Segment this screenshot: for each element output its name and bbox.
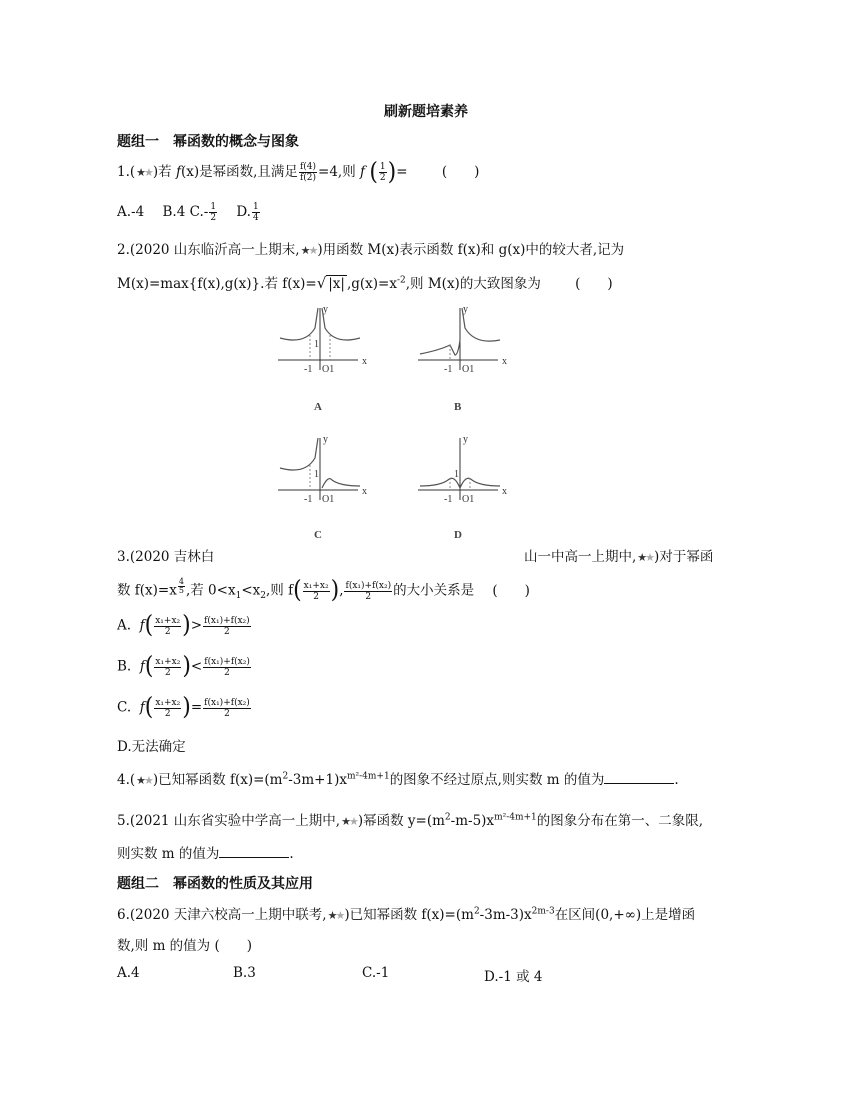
q3-option-b-f: f <box>139 658 145 675</box>
svg-text:1: 1 <box>314 339 319 350</box>
question-6 <box>117 903 695 923</box>
q3-option-a-mean: $\frac{\text{f(x₁)+f(x₂)}}{2}$ <box>204 615 250 637</box>
q2-text: ,则 M(x)的大致图象为 <box>405 276 541 292</box>
figure-label-b: B <box>454 401 462 413</box>
q3-option-a-avg: $\frac{\text{x₁+x₂}}{2}$ <box>155 615 181 637</box>
q6-stem-d: 在区间(0,+∞)上是增函 <box>554 907 696 923</box>
q3-option-a: A. f( $\frac{\text{x₁+x₂}}{2}$ )> $\frac{\text{f(x₁)+f(x₂)}}{2}$ <box>117 611 250 640</box>
q5-end: . <box>289 846 294 862</box>
q4-ask: 的图象不经过原点,则实数 m 的值为 <box>389 772 605 788</box>
q3-exponent: 4 5 <box>178 577 184 595</box>
q6-stem-c: -3m-3)x <box>479 907 532 923</box>
q3-line-1b <box>524 545 713 565</box>
figure-label-a: A <box>314 401 322 413</box>
q3-option-c-avg: $\frac{\text{x₁+x₂}}{2}$ <box>155 697 181 719</box>
svg-text:x: x <box>502 356 507 367</box>
q3-option-c-f: f <box>139 699 145 716</box>
figure-d <box>418 434 507 505</box>
q5-answer-blank[interactable] <box>219 845 289 858</box>
q1-text: )若 <box>152 164 172 180</box>
svg-text:-1: -1 <box>304 494 313 505</box>
q4-sq: 2 <box>282 771 289 782</box>
q5-stem-d: 的图象分布在第一、二象限, <box>536 813 704 829</box>
q1-stem-c: =4,则 <box>318 164 356 180</box>
q1-option-c-frac: $\frac{1}{2}$ <box>210 202 217 223</box>
q6-sq: 2 <box>473 906 480 917</box>
svg-text:y: y <box>323 434 328 445</box>
svg-text:-1: -1 <box>444 364 453 375</box>
q6-option-a: A.4 <box>117 965 140 981</box>
q1-arg: $\frac{1}{2}$ <box>379 162 386 183</box>
q1-number: 1.( <box>117 164 136 180</box>
svg-text:x: x <box>362 356 367 367</box>
question-2 <box>117 238 624 258</box>
q5-ask: 则实数 m 的值为 <box>117 846 220 862</box>
q1-stem: (x)是幂函数,且满足 <box>180 164 298 180</box>
q6-line-2: 数,则 m 的值为 ( ) <box>117 938 252 954</box>
q3-stem-a: )对于幂函 <box>654 549 714 565</box>
q3-source-b: 山一中高一上期中, <box>524 549 637 565</box>
q4-end: . <box>674 772 679 788</box>
page-title: 刷新题培素养 <box>384 104 468 120</box>
q3-line-2: 数 f(x)=x $^{\frac{4}{5}}$ ,若 $0<x_1<x_2$,则 f( $\frac{\text{x₁+x₂}}{2}$ ), $\frac{\text{f(x₁)+f(x₂)}}{2}$ 的大小关系是 ( ) <box>117 576 530 605</box>
group-heading-2: 题组二 幂函数的性质及其应用 <box>117 876 313 892</box>
q3-option-b-avg: $\frac{\text{x₁+x₂}}{2}$ <box>155 656 181 678</box>
q6-source: 6.(2020 天津六校高一上期中联考, <box>117 907 327 923</box>
svg-text:O1: O1 <box>462 494 475 505</box>
figure-label-d: D <box>454 529 462 541</box>
q1-f: f <box>175 164 181 180</box>
svg-text:1: 1 <box>314 469 319 480</box>
q3-ask: 的大小关系是 <box>393 582 475 599</box>
q3-lt: <x <box>241 582 261 599</box>
q6-option-d: D.-1 或 4 <box>484 969 543 985</box>
svg-text:x: x <box>362 486 367 497</box>
q4-answer-blank[interactable] <box>604 771 674 784</box>
figure-a <box>278 304 367 375</box>
q3-then: ,则 f <box>265 582 294 599</box>
question-1: 1.(★★)若 f(x)是幂函数,且满足 $\frac{f(4)}{f(2)}$ =4,则 f ( $\frac{1}{2}$ )= ( ) <box>117 158 480 186</box>
q3-option-b-rel: < <box>190 658 203 675</box>
svg-text:O1: O1 <box>322 494 335 505</box>
q3-sub1: 1 <box>235 591 242 602</box>
question-5 <box>117 809 703 829</box>
q3-mean: $\frac{\text{f(x₁)+f(x₂)}}{2}$ <box>345 580 392 602</box>
svg-text:1: 1 <box>454 469 459 480</box>
q2-stem: )用函数 M(x)表示函数 f(x)和 g(x)中的较大者,记为 <box>317 242 625 258</box>
group-heading-1: 题组一 幂函数的概念与图象 <box>117 134 299 150</box>
q2-source: 2.(2020 山东临沂高一上期末, <box>117 242 300 258</box>
q1-option-b: B.4 <box>162 204 186 220</box>
svg-text:x: x <box>502 486 507 497</box>
q1-option-d: D. <box>236 204 251 220</box>
svg-text:O1: O1 <box>462 364 475 375</box>
q2-g: ,g(x)=x <box>346 276 397 292</box>
q1-answer-paren: ( ) <box>441 164 480 180</box>
figure-label-c: C <box>314 529 322 541</box>
q5-exp: m²-4m+1 <box>494 812 537 823</box>
q3-option-c-rel: = <box>190 699 203 716</box>
question-4 <box>117 768 679 788</box>
q3-option-c: C. f( $\frac{\text{x₁+x₂}}{2}$ )= $\frac{\text{f(x₁)+f(x₂)}}{2}$ <box>117 693 250 722</box>
svg-text:-1: -1 <box>304 364 313 375</box>
q3-source-a: 3.(2020 吉林白 <box>117 549 215 565</box>
q5-source: 5.(2021 山东省实验中学高一上期中, <box>117 813 341 829</box>
q3-option-a-label: A. <box>117 617 132 634</box>
q2-answer-paren: ( ) <box>575 276 613 292</box>
svg-text:-1: -1 <box>444 494 453 505</box>
q3-sub2: 2 <box>260 591 266 602</box>
q4-stem: )已知幂函数 f(x)=(m <box>152 772 283 788</box>
q2-figures <box>270 300 570 540</box>
q6-option-b: B.3 <box>233 965 256 981</box>
q3-option-c-mean: $\frac{\text{f(x₁)+f(x₂)}}{2}$ <box>204 697 250 719</box>
q3-option-b-mean: $\frac{\text{f(x₁)+f(x₂)}}{2}$ <box>204 656 250 678</box>
q5-line-2 <box>117 842 294 862</box>
q3-answer-paren: ( ) <box>492 582 530 599</box>
svg-text:y: y <box>463 434 468 445</box>
q1-eq: = <box>396 164 408 180</box>
q3-avg: $\frac{\text{x₁+x₂}}{2}$ <box>303 580 329 602</box>
difficulty-star-icon: ★★ <box>136 774 152 787</box>
q3-option-c-label: C. <box>117 699 132 716</box>
q1-option-a: A.-4 <box>117 204 145 220</box>
svg-text:O1: O1 <box>322 364 335 375</box>
difficulty-star-icon: ★★ <box>637 551 654 564</box>
q2-definition: M(x)=max{f(x),g(x)}.若 f(x)= <box>117 276 317 292</box>
q2-sqrt: |x| <box>328 276 345 292</box>
q6-option-c: C.-1 <box>362 965 390 981</box>
q4-number: 4.( <box>117 772 136 788</box>
q1-option-c: C.- <box>189 204 209 220</box>
difficulty-star-icon: ★★ <box>136 166 152 179</box>
q3-option-b: B. f( $\frac{\text{x₁+x₂}}{2}$ )< $\frac{\text{f(x₁)+f(x₂)}}{2}$ <box>117 652 250 681</box>
svg-text:y: y <box>463 304 468 315</box>
difficulty-star-icon: ★★ <box>341 815 357 828</box>
q6-exp: 2m-3 <box>531 906 555 917</box>
q5-sq: 2 <box>444 812 451 823</box>
q6-stem: )已知幂函数 f(x)=(m <box>344 907 474 923</box>
q2-exp: -2 <box>396 275 406 286</box>
figure-c <box>278 434 367 505</box>
question-3 <box>117 545 214 565</box>
q3-option-d: D.无法确定 <box>117 739 186 755</box>
q3-comma: , <box>339 582 344 599</box>
q3-stem-b: 数 f(x)=x <box>117 582 177 599</box>
q4-exp: m²-4m+1 <box>346 771 390 782</box>
q1-options <box>117 202 261 223</box>
q5-stem: )幂函数 y=(m <box>357 813 445 829</box>
q1-f2: f <box>360 164 366 180</box>
q4-stem-c: -3m+1)x <box>288 772 347 788</box>
difficulty-star-icon: ★★ <box>327 909 344 922</box>
difficulty-star-icon: ★★ <box>300 244 317 257</box>
q1-fraction: $\frac{f(4)}{f(2)}$ <box>299 162 317 183</box>
q3-cond: ,若 0<x <box>185 582 236 599</box>
q3-option-b-label: B. <box>117 658 132 675</box>
svg-text:y: y <box>323 304 328 315</box>
q5-stem-c: -m-5)x <box>450 813 495 829</box>
q3-option-a-rel: > <box>190 617 203 634</box>
q1-option-d-frac: $\frac{1}{4}$ <box>252 202 259 223</box>
q3-option-a-f: f <box>139 617 145 634</box>
figure-b <box>418 304 507 375</box>
q2-line-2: M(x)=max{f(x),g(x)}.若 f(x)=√ |x| $,g(x)=x^{-2}$,则 M(x)的大致图象为 ( ) <box>117 274 613 292</box>
